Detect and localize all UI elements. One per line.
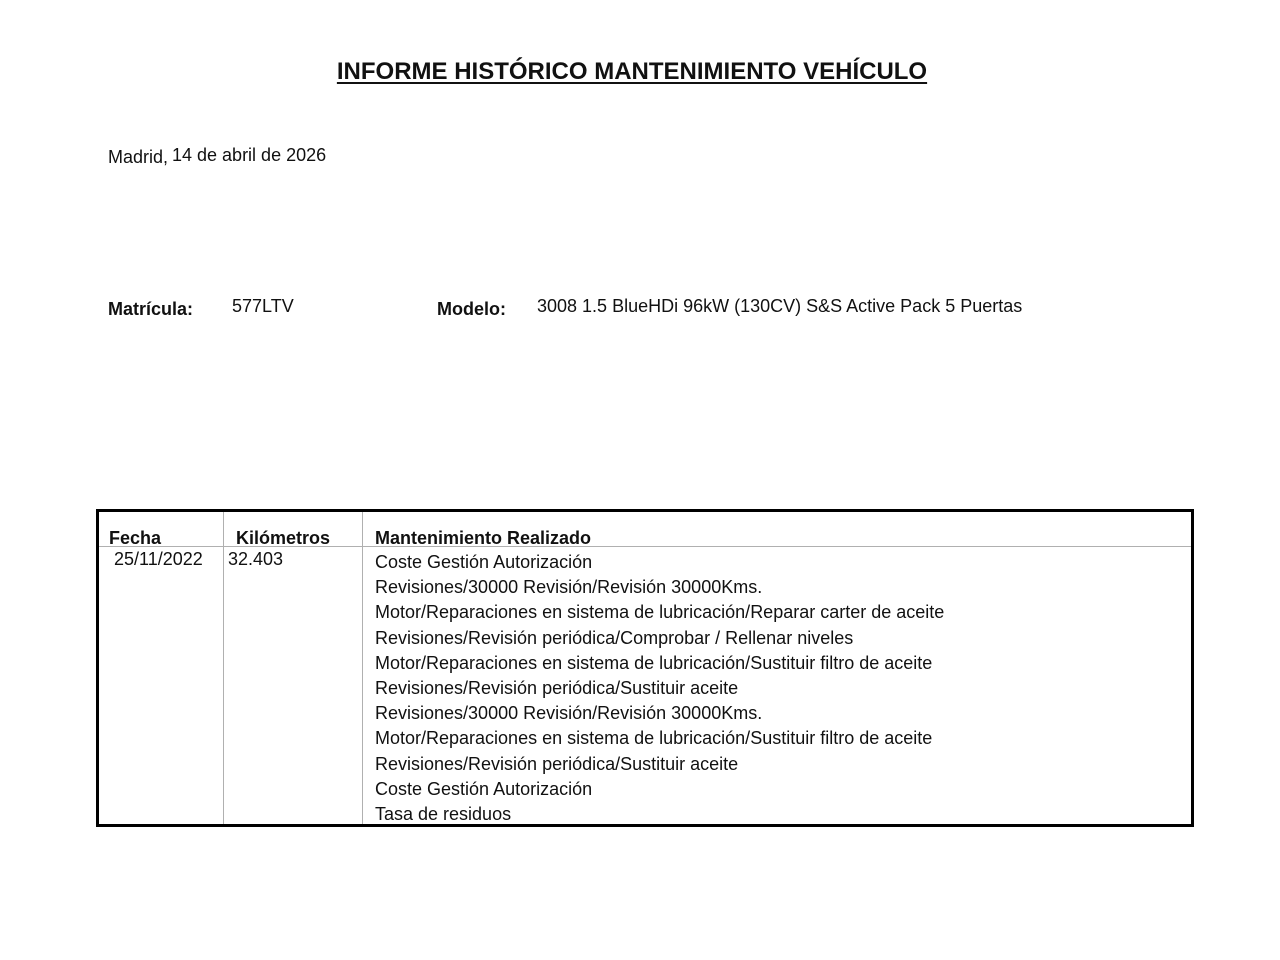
maintenance-list	[375, 550, 944, 827]
maintenance-item: Revisiones/30000 Revisión/Revisión 30000Kms.	[375, 703, 763, 724]
model-value: 3008 1.5 BlueHDi 96kW (130CV) S&S Active Pack 5 Puertas	[537, 296, 1023, 316]
plate-label: Matrícula:	[108, 299, 194, 319]
maintenance-item: Tasa de residuos	[375, 803, 512, 824]
report-title-text: INFORME HISTÓRICO MANTENIMIENTO VEHÍCULO	[336, 58, 928, 85]
maintenance-item: Motor/Reparaciones en sistema de lubricación/Sustituir filtro de aceite	[375, 728, 933, 749]
report-city: Madrid,	[108, 147, 169, 167]
row-km: 32.403	[228, 549, 284, 569]
maintenance-item: Revisiones/Revisión periódica/Comprobar / Rellenar niveles	[375, 627, 854, 648]
column-divider	[223, 512, 224, 824]
header-km: Kilómetros	[236, 528, 331, 548]
maintenance-item: Motor/Reparaciones en sistema de lubricación/Sustituir filtro de aceite	[375, 652, 933, 673]
row-date: 25/11/2022	[114, 549, 203, 569]
maintenance-item: Revisiones/30000 Revisión/Revisión 30000Kms.	[375, 577, 763, 598]
maintenance-table	[96, 509, 1194, 827]
header-maintenance: Mantenimiento Realizado	[375, 528, 592, 548]
maintenance-item: Revisiones/Revisión periódica/Sustituir aceite	[375, 753, 739, 774]
column-divider	[362, 512, 363, 824]
maintenance-item: Motor/Reparaciones en sistema de lubricación/Reparar carter de aceite	[375, 602, 945, 623]
report-title	[0, 58, 1264, 86]
header-date: Fecha	[109, 528, 162, 548]
maintenance-item: Coste Gestión Autorización	[375, 552, 593, 572]
maintenance-item: Coste Gestión Autorización	[375, 778, 593, 799]
model-label: Modelo:	[437, 299, 506, 319]
report-date: 14 de abril de 2026	[172, 145, 327, 165]
maintenance-item: Revisiones/Revisión periódica/Sustituir aceite	[375, 677, 739, 698]
plate-value: 577LTV	[232, 296, 294, 316]
